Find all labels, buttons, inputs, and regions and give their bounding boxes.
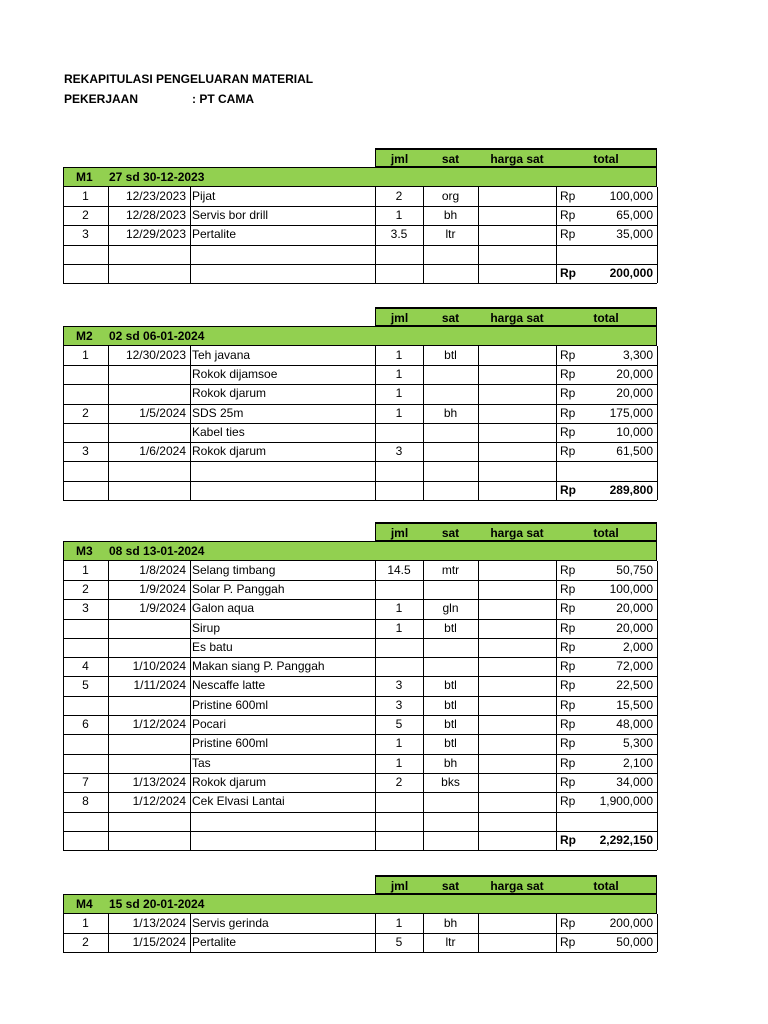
cell-jml: 1 xyxy=(395,755,403,770)
cell-item: Teh javana xyxy=(192,347,251,362)
cell-no xyxy=(63,638,108,657)
cell-total: 1,900,000 xyxy=(599,794,653,809)
cell-total xyxy=(596,812,657,831)
cell-rp: Rp xyxy=(560,774,576,789)
cell-date xyxy=(108,423,190,442)
sum-currency: Rp xyxy=(560,482,576,497)
cell-jml: 1 xyxy=(395,347,403,362)
cell-item: Galon aqua xyxy=(192,601,255,616)
cell-no: 2 xyxy=(82,934,89,949)
cell-jml: 2 xyxy=(395,188,403,203)
cell-item: Es batu xyxy=(192,639,233,654)
cell-total: 20,000 xyxy=(616,601,653,616)
cell-date xyxy=(108,812,190,831)
cell-harga xyxy=(478,225,556,244)
section-group-row xyxy=(63,894,657,913)
cell-total: 5,300 xyxy=(622,736,653,751)
cell-total: 15,500 xyxy=(616,697,653,712)
cell-jml: 2 xyxy=(395,774,403,789)
column-header-harga-sat: harga sat xyxy=(478,148,556,167)
cell-rp: Rp xyxy=(560,659,576,674)
cell-date: 12/28/2023 xyxy=(125,207,186,222)
column-divider xyxy=(478,187,479,284)
cell-total: 20,000 xyxy=(616,366,653,381)
column-divider xyxy=(478,561,479,851)
cell-rp: Rp xyxy=(560,601,576,616)
cell-item: Pristine 600ml xyxy=(192,736,269,751)
cell-no xyxy=(63,423,108,442)
cell-sat xyxy=(423,580,478,599)
column-divider xyxy=(657,561,658,851)
cell-rp: Rp xyxy=(560,736,576,751)
cell-date: 1/9/2024 xyxy=(139,581,186,596)
column-divider xyxy=(657,187,658,284)
cell-rp: Rp xyxy=(560,366,576,381)
cell-no xyxy=(63,812,108,831)
cell-item: Pristine 600ml xyxy=(192,697,269,712)
sum-currency: Rp xyxy=(560,265,576,280)
cell-rp: Rp xyxy=(560,227,576,242)
cell-harga xyxy=(478,206,556,225)
column-divider xyxy=(63,187,64,284)
cell-sat xyxy=(423,461,478,480)
cell-no: 1 xyxy=(82,562,89,577)
cell-sat: btl xyxy=(444,697,457,712)
row-divider xyxy=(63,283,657,284)
cell-date xyxy=(108,365,190,384)
cell-date xyxy=(108,245,190,264)
cell-date xyxy=(108,754,190,773)
cell-harga xyxy=(478,580,556,599)
column-header-harga-sat: harga sat xyxy=(478,522,556,541)
section-group-row xyxy=(63,167,657,186)
cell-date: 1/5/2024 xyxy=(139,405,186,420)
cell-sat: btl xyxy=(444,717,457,731)
cell-no: 3 xyxy=(82,444,89,459)
cell-no xyxy=(63,619,108,638)
cell-item: Tas xyxy=(192,755,211,770)
row-divider xyxy=(63,500,657,501)
cell-total: 72,000 xyxy=(616,659,653,674)
pekerjaan-value: : PT CAMA xyxy=(192,92,254,106)
section-period: 15 sd 20-01-2024 xyxy=(109,897,205,912)
cell-rp: Rp xyxy=(560,405,576,420)
cell-total: 48,000 xyxy=(616,717,653,731)
column-header-sat: sat xyxy=(423,522,478,541)
cell-total: 65,000 xyxy=(616,207,653,222)
cell-item: SDS 25m xyxy=(192,405,244,420)
cell-sat: btl xyxy=(444,347,457,362)
cell-sat: bh xyxy=(443,755,458,770)
cell-no: 7 xyxy=(82,774,89,789)
column-divider xyxy=(108,914,109,953)
cell-no: 3 xyxy=(82,227,89,242)
cell-total: 2,000 xyxy=(622,639,653,654)
sum-total: 2,292,150 xyxy=(599,832,653,847)
cell-jml: 3 xyxy=(395,678,403,693)
cell-sat: ltr xyxy=(445,934,456,949)
cell-date: 1/13/2024 xyxy=(132,915,186,930)
cell-sat xyxy=(423,442,478,461)
cell-sat: btl xyxy=(444,736,457,751)
column-divider xyxy=(556,346,557,500)
column-header-harga-sat: harga sat xyxy=(478,875,556,894)
column-header-jml: jml xyxy=(375,148,423,167)
cell-no xyxy=(63,734,108,753)
cell-jml: 1 xyxy=(395,601,403,616)
cell-jml: 3 xyxy=(395,697,403,712)
cell-no: 6 xyxy=(82,717,89,731)
column-header-total: total xyxy=(556,875,657,894)
cell-harga xyxy=(478,933,556,952)
cell-date xyxy=(108,619,190,638)
cell-item: Selang timbang xyxy=(192,562,276,577)
column-divider xyxy=(423,914,424,953)
cell-harga xyxy=(478,365,556,384)
cell-jml: 1 xyxy=(395,366,403,381)
sum-total: 289,800 xyxy=(609,482,653,497)
column-header-total: total xyxy=(556,307,657,326)
cell-item: Rokok dijamsoe xyxy=(192,366,278,381)
cell-date: 1/8/2024 xyxy=(139,562,186,577)
cell-total: 20,000 xyxy=(616,386,653,401)
cell-date: 1/13/2024 xyxy=(132,774,186,789)
cell-no: 1 xyxy=(82,188,89,203)
cell-date: 1/11/2024 xyxy=(133,678,186,693)
cell-harga xyxy=(478,461,556,480)
cell-total: 61,500 xyxy=(616,444,653,459)
cell-rp: Rp xyxy=(560,915,576,930)
section-period: 27 sd 30-12-2023 xyxy=(109,170,205,185)
cell-date xyxy=(108,384,190,403)
cell-jml xyxy=(375,580,423,599)
column-divider xyxy=(556,561,557,851)
cell-jml: 1 xyxy=(395,405,403,420)
column-divider xyxy=(63,561,64,851)
cell-rp: Rp xyxy=(560,188,576,203)
cell-sat xyxy=(423,657,478,676)
cell-sat: btl xyxy=(444,620,457,635)
cell-total: 35,000 xyxy=(616,227,653,242)
column-divider xyxy=(375,346,376,500)
column-header-jml: jml xyxy=(375,522,423,541)
cell-jml: 1 xyxy=(395,915,403,930)
column-divider xyxy=(375,914,376,953)
cell-total xyxy=(596,461,657,480)
cell-item xyxy=(190,461,375,480)
section-code: M2 xyxy=(76,329,93,344)
cell-no: 4 xyxy=(82,659,89,674)
cell-harga xyxy=(478,812,556,831)
cell-jml: 1 xyxy=(395,207,403,222)
cell-date xyxy=(108,638,190,657)
cell-jml: 3.5 xyxy=(390,227,408,242)
cell-sat: org xyxy=(441,188,460,203)
cell-sat xyxy=(423,792,478,811)
section-period: 02 sd 06-01-2024 xyxy=(109,329,205,344)
cell-no xyxy=(63,245,108,264)
cell-harga xyxy=(478,734,556,753)
cell-no xyxy=(63,384,108,403)
cell-date: 12/29/2023 xyxy=(125,227,186,242)
cell-harga xyxy=(478,715,556,734)
cell-harga xyxy=(478,442,556,461)
cell-total: 20,000 xyxy=(616,620,653,635)
column-header-total: total xyxy=(556,148,657,167)
cell-item: Pijat xyxy=(192,188,216,203)
sum-total: 200,000 xyxy=(609,265,653,280)
column-divider xyxy=(190,561,191,851)
column-divider xyxy=(375,561,376,851)
cell-sat: gln xyxy=(442,601,459,616)
cell-item: Servis gerinda xyxy=(192,915,269,930)
cell-sat: mtr xyxy=(441,562,460,577)
column-divider xyxy=(190,914,191,953)
cell-no: 1 xyxy=(82,915,89,930)
cell-rp xyxy=(556,461,596,480)
cell-date xyxy=(108,734,190,753)
cell-sat: ltr xyxy=(445,227,456,242)
cell-sat: bks xyxy=(441,774,460,789)
cell-sat: bh xyxy=(443,207,458,222)
cell-item: Rokok djarum xyxy=(192,444,267,459)
column-header-sat: sat xyxy=(423,875,478,894)
cell-rp: Rp xyxy=(560,697,576,712)
cell-rp: Rp xyxy=(560,581,576,596)
cell-item: Kabel ties xyxy=(192,424,245,439)
cell-item: Sirup xyxy=(192,620,221,635)
column-divider xyxy=(657,914,658,953)
cell-jml xyxy=(375,423,423,442)
cell-jml xyxy=(375,638,423,657)
cell-date: 1/10/2024 xyxy=(132,659,186,674)
cell-no: 2 xyxy=(82,581,89,596)
column-header-total: total xyxy=(556,522,657,541)
cell-no xyxy=(63,365,108,384)
cell-rp: Rp xyxy=(560,620,576,635)
cell-harga xyxy=(478,619,556,638)
cell-item: Pertalite xyxy=(192,934,237,949)
cell-total: 10,000 xyxy=(616,424,653,439)
cell-rp: Rp xyxy=(560,639,576,654)
column-divider xyxy=(108,346,109,500)
cell-jml: 1 xyxy=(395,736,403,751)
column-divider xyxy=(375,187,376,284)
cell-harga xyxy=(478,657,556,676)
cell-jml: 3 xyxy=(395,444,403,459)
cell-no: 1 xyxy=(82,347,89,362)
cell-item xyxy=(190,245,375,264)
section-code: M4 xyxy=(76,897,93,912)
cell-total: 50,750 xyxy=(616,562,653,577)
column-divider xyxy=(556,187,557,284)
cell-sat: bh xyxy=(443,405,458,420)
cell-rp: Rp xyxy=(560,678,576,693)
cell-sat xyxy=(423,638,478,657)
cell-total: 50,000 xyxy=(616,934,653,949)
cell-sat: btl xyxy=(444,678,457,693)
section-code: M3 xyxy=(76,544,93,559)
cell-harga xyxy=(478,245,556,264)
cell-rp: Rp xyxy=(560,717,576,731)
cell-total: 200,000 xyxy=(609,915,653,930)
cell-harga xyxy=(478,696,556,715)
cell-date: 1/12/2024 xyxy=(132,717,186,731)
cell-no: 5 xyxy=(82,678,89,693)
cell-total: 2,100 xyxy=(622,755,653,770)
cell-jml: 14.5 xyxy=(387,562,411,577)
cell-harga xyxy=(478,561,556,580)
column-header-jml: jml xyxy=(375,307,423,326)
cell-harga xyxy=(478,346,556,365)
row-divider xyxy=(63,952,657,953)
cell-item: Pocari xyxy=(192,717,227,731)
cell-date: 1/12/2024 xyxy=(132,794,186,809)
column-divider xyxy=(423,561,424,851)
column-divider xyxy=(190,187,191,284)
cell-no: 2 xyxy=(82,207,89,222)
cell-item: Makan siang P. Panggah xyxy=(192,659,325,674)
cell-date: 12/30/2023 xyxy=(125,347,186,362)
column-divider xyxy=(423,187,424,284)
cell-sat: bh xyxy=(443,915,458,930)
sum-currency: Rp xyxy=(560,832,576,847)
cell-total: 3,300 xyxy=(622,347,653,362)
cell-rp: Rp xyxy=(560,562,576,577)
cell-harga xyxy=(478,599,556,618)
cell-sat xyxy=(423,365,478,384)
cell-item xyxy=(190,812,375,831)
cell-jml xyxy=(375,461,423,480)
cell-item: Rokok djarum xyxy=(192,774,267,789)
cell-rp: Rp xyxy=(560,934,576,949)
column-header-jml: jml xyxy=(375,875,423,894)
section-code: M1 xyxy=(76,170,93,185)
cell-total: 22,500 xyxy=(616,678,653,693)
cell-harga xyxy=(478,754,556,773)
column-header-sat: sat xyxy=(423,307,478,326)
column-header-harga-sat: harga sat xyxy=(478,307,556,326)
column-divider xyxy=(190,346,191,500)
column-divider xyxy=(108,187,109,284)
cell-sat xyxy=(423,812,478,831)
cell-no xyxy=(63,696,108,715)
cell-jml xyxy=(375,792,423,811)
cell-rp xyxy=(556,812,596,831)
cell-item: Nescaffe latte xyxy=(192,678,266,693)
cell-total xyxy=(596,245,657,264)
cell-jml: 5 xyxy=(395,934,403,949)
cell-date xyxy=(108,696,190,715)
cell-jml: 5 xyxy=(395,717,403,731)
cell-jml xyxy=(375,812,423,831)
pekerjaan-label: PEKERJAAN xyxy=(64,92,139,106)
cell-item: Cek Elvasi Lantai xyxy=(192,794,285,809)
page-title: REKAPITULASI PENGELUARAN MATERIAL xyxy=(64,72,314,86)
column-header-sat: sat xyxy=(423,148,478,167)
section-group-row xyxy=(63,541,657,560)
cell-item: Rokok djarum xyxy=(192,386,267,401)
column-divider xyxy=(556,914,557,953)
cell-harga xyxy=(478,404,556,423)
cell-no: 3 xyxy=(82,601,89,616)
cell-item: Servis bor drill xyxy=(192,207,269,222)
cell-date: 1/15/2024 xyxy=(132,934,186,949)
cell-rp: Rp xyxy=(560,755,576,770)
cell-total: 100,000 xyxy=(609,581,653,596)
cell-harga xyxy=(478,638,556,657)
cell-harga xyxy=(478,676,556,695)
cell-rp: Rp xyxy=(560,386,576,401)
cell-no xyxy=(63,461,108,480)
cell-sat xyxy=(423,384,478,403)
cell-rp: Rp xyxy=(560,207,576,222)
cell-rp: Rp xyxy=(560,794,576,809)
cell-rp: Rp xyxy=(560,444,576,459)
cell-total: 34,000 xyxy=(616,774,653,789)
cell-sat xyxy=(423,245,478,264)
cell-date: 12/23/2023 xyxy=(125,188,186,203)
cell-total: 100,000 xyxy=(609,188,653,203)
cell-jml xyxy=(375,657,423,676)
cell-item: Pertalite xyxy=(192,227,237,242)
column-divider xyxy=(657,346,658,500)
cell-harga xyxy=(478,773,556,792)
cell-date: 1/9/2024 xyxy=(139,601,186,616)
cell-no xyxy=(63,754,108,773)
cell-date: 1/6/2024 xyxy=(139,444,186,459)
section-group-row xyxy=(63,326,657,345)
cell-date xyxy=(108,461,190,480)
cell-jml: 1 xyxy=(395,386,403,401)
column-divider xyxy=(108,561,109,851)
row-divider xyxy=(63,850,657,851)
cell-jml: 1 xyxy=(395,620,403,635)
column-divider xyxy=(63,346,64,500)
column-divider xyxy=(478,346,479,500)
cell-harga xyxy=(478,187,556,206)
cell-harga xyxy=(478,914,556,933)
cell-harga xyxy=(478,423,556,442)
cell-harga xyxy=(478,792,556,811)
column-divider xyxy=(423,346,424,500)
cell-total: 175,000 xyxy=(609,405,653,420)
cell-rp: Rp xyxy=(560,347,576,362)
cell-jml xyxy=(375,245,423,264)
cell-item: Solar P. Panggah xyxy=(192,581,285,596)
section-period: 08 sd 13-01-2024 xyxy=(109,544,205,559)
cell-sat xyxy=(423,423,478,442)
column-divider xyxy=(63,914,64,953)
column-divider xyxy=(478,914,479,953)
cell-no: 8 xyxy=(82,794,89,809)
cell-no: 2 xyxy=(82,405,89,420)
cell-harga xyxy=(478,384,556,403)
cell-rp xyxy=(556,245,596,264)
cell-rp: Rp xyxy=(560,424,576,439)
